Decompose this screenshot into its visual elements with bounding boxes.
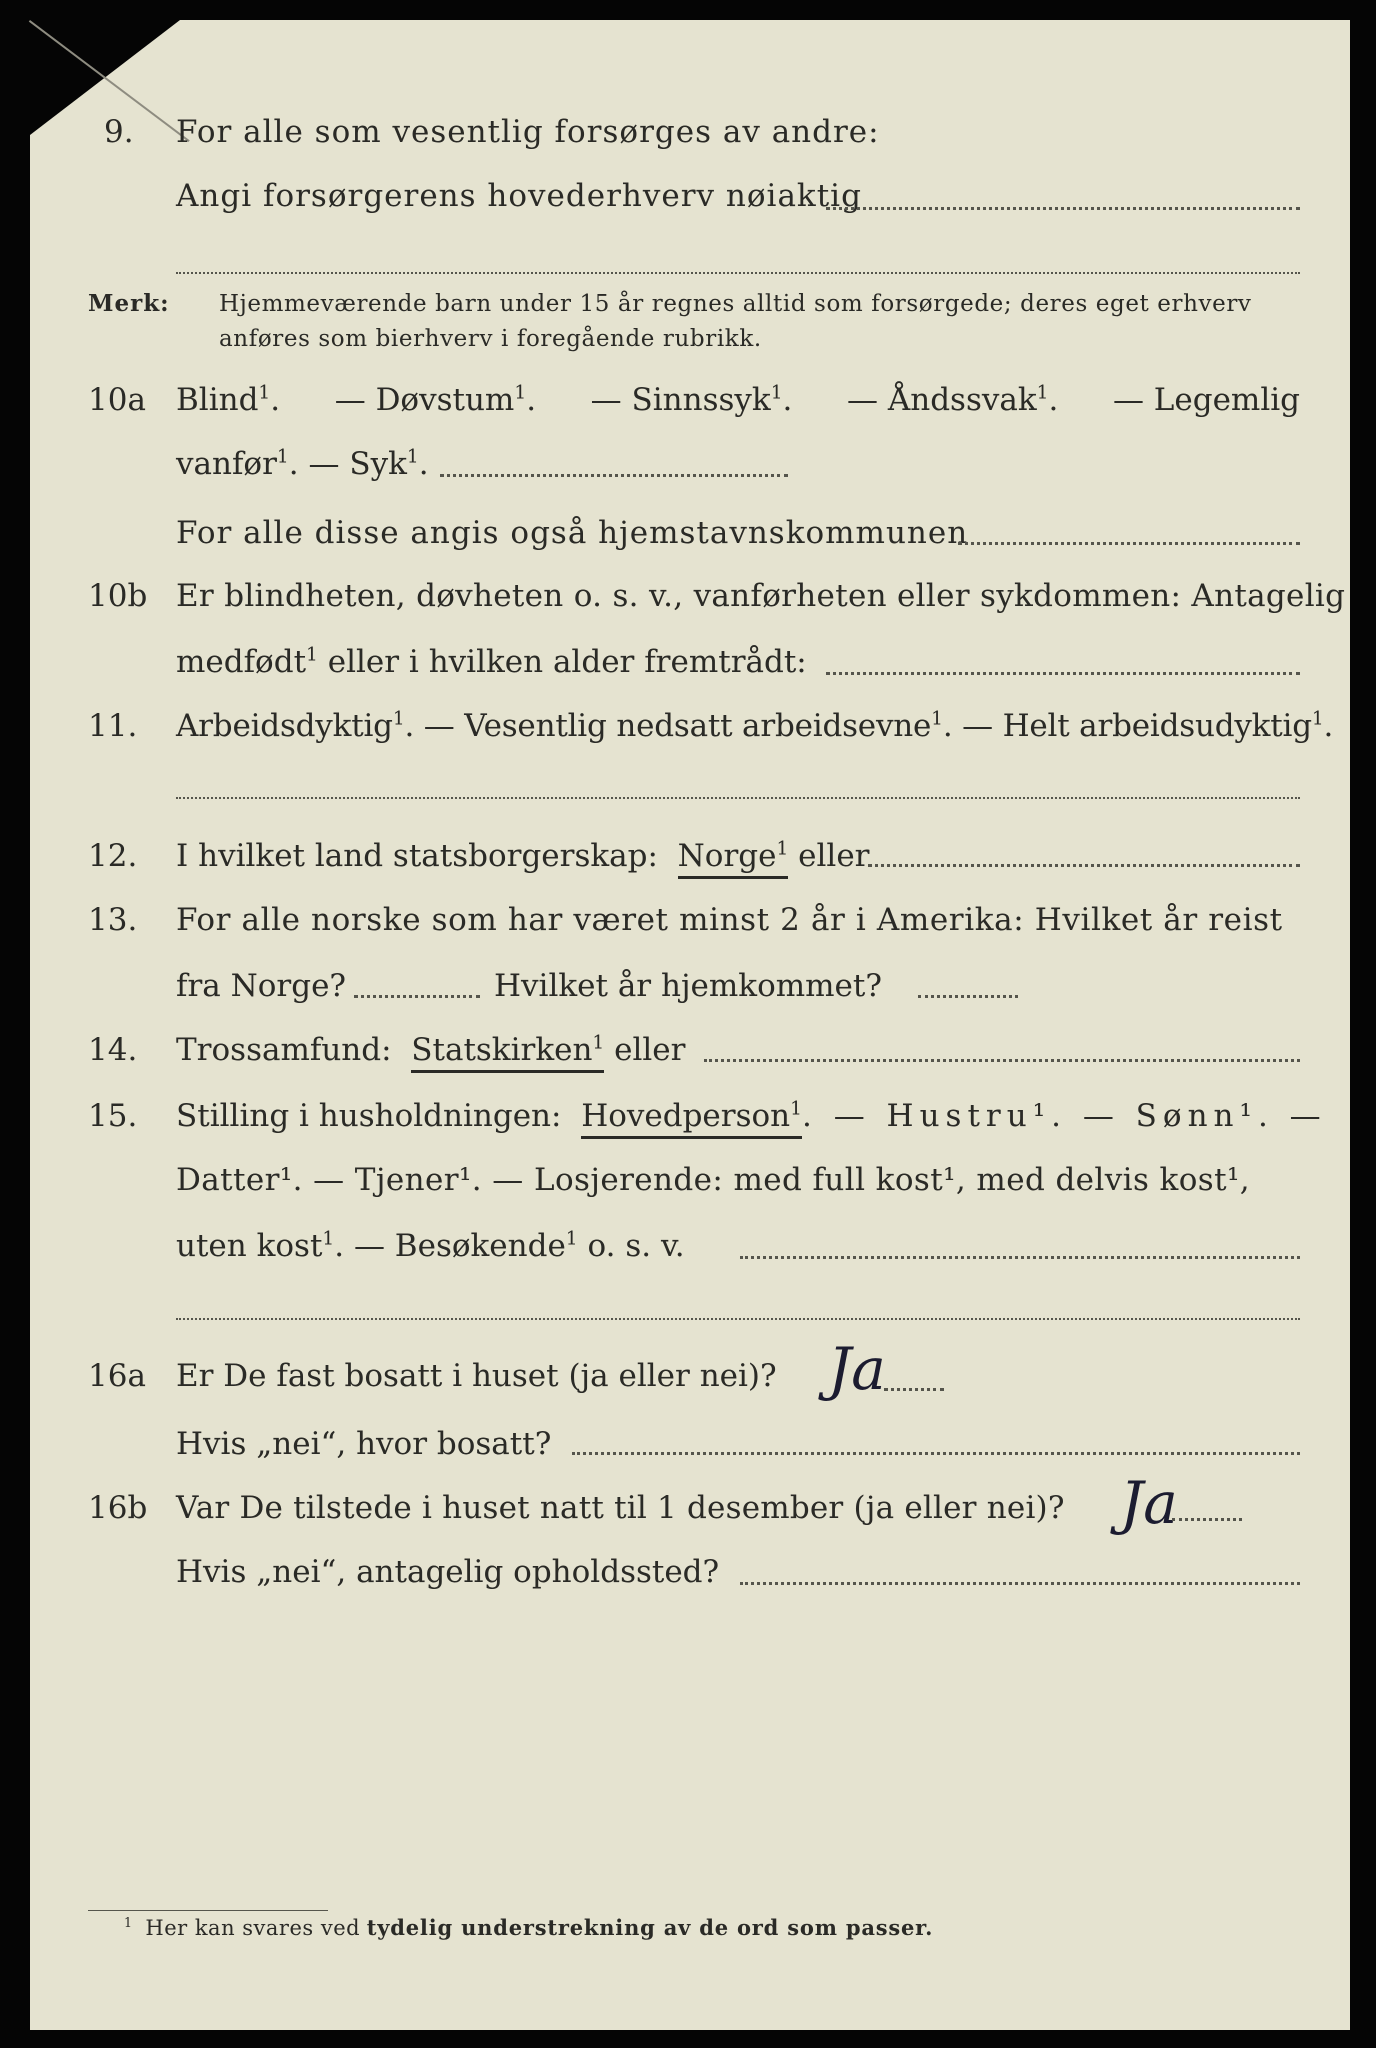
q10a-syk-line[interactable] [440, 474, 788, 477]
q11-answer-line[interactable] [176, 797, 1300, 799]
q16b-handwritten-answer[interactable]: Ja [1120, 1469, 1178, 1537]
q16a-answer-line[interactable] [884, 1388, 944, 1391]
question-number: 10a [88, 382, 146, 418]
footnote: $^1$ Her kan svares ved tydelig understrekning av de ord som passer. [124, 1915, 934, 1940]
q9-answer-line-2[interactable] [176, 272, 1300, 274]
q9-line2: Angi forsørgerens hovederhverv nøiaktig [176, 178, 862, 214]
q10b-line1: Er blindheten, døvheten o. s. v., vanførheten eller sykdommen: Antagelig [176, 578, 1346, 614]
q13-hjemkommet-line[interactable] [918, 995, 1018, 998]
option-sinnssyk[interactable]: — Sinnssyk$^1$. [590, 382, 793, 418]
q13-line2b: Hvilket år hjemkommet? [494, 968, 882, 1004]
question-number: 14. [88, 1032, 138, 1068]
q10a-line1 [176, 380, 1300, 420]
q12-line: I hvilket land statsborgerskap: Norge$^1$ eller [176, 836, 870, 876]
q13-line2a: fra Norge? [176, 968, 347, 1004]
q14-answer-line[interactable] [704, 1059, 1300, 1062]
q12-selected-norge[interactable]: Norge$^1$ [678, 838, 789, 879]
q16b-line1: Var De tilstede i huset natt til 1 desember (ja eller nei)? [176, 1490, 1065, 1526]
q16a-handwritten-answer[interactable]: Ja [828, 1335, 886, 1403]
q16b-opholdssted-line[interactable] [740, 1582, 1300, 1585]
q16b-answer-line[interactable] [1172, 1518, 1242, 1521]
merk-line2: anføres som bierhverv i foregående rubrikk. [219, 326, 762, 352]
q15-line2: Datter¹. — Tjener¹. — Losjerende: med full kost¹, med delvis kost¹, [176, 1162, 1251, 1198]
q9-line1: For alle som vesentlig forsørges av andre: [176, 114, 880, 150]
q16b-line2: Hvis „nei“, antagelig opholdssted? [176, 1554, 720, 1590]
q10a-line2: vanfør$^1$. — Syk$^1$. [176, 446, 429, 482]
question-number: 13. [88, 902, 138, 938]
merk-line1: Hjemmeværende barn under 15 år regnes alltid som forsørgede; deres eget erhverv [219, 291, 1252, 317]
question-number: 11. [88, 708, 138, 744]
census-form-sheet [30, 20, 1350, 2030]
question-number: 12. [88, 838, 138, 874]
q10a-hjemstavn-line[interactable] [958, 542, 1300, 545]
q10b-answer-line[interactable] [826, 672, 1300, 675]
question-number: 9. [104, 114, 134, 150]
q15-line3: uten kost$^1$. — Besøkende$^1$ o. s. v. [176, 1228, 685, 1264]
q16a-bosatt-line[interactable] [572, 1452, 1300, 1455]
q14-selected-statskirken[interactable]: Statskirken$^1$ [411, 1032, 604, 1073]
merk-label: Merk: [88, 290, 170, 317]
question-number: 10b [88, 578, 148, 614]
q16a-line2: Hvis „nei“, hvor bosatt? [176, 1426, 552, 1462]
q9-answer-line[interactable] [826, 207, 1300, 210]
q15-answer-line[interactable] [740, 1256, 1300, 1259]
question-number: 16b [88, 1490, 148, 1526]
question-number: 16a [88, 1358, 146, 1394]
option-andssvak[interactable]: — Åndssvak$^1$. [847, 382, 1059, 418]
option-blind[interactable]: Blind$^1$. [176, 382, 281, 418]
q10a-line3: For alle disse angis også hjemstavnskommunen [176, 515, 969, 551]
option-dovstum[interactable]: — Døvstum$^1$. [334, 382, 537, 418]
question-number: 15. [88, 1098, 138, 1134]
q16a-line1: Er De fast bosatt i huset (ja eller nei)? [176, 1358, 777, 1394]
q13-reist-line[interactable] [354, 995, 480, 998]
q13-line1: For alle norske som har været minst 2 år i Amerika: Hvilket år reist [176, 902, 1283, 938]
q14-line: Trossamfund: Statskirken$^1$ eller [176, 1030, 685, 1070]
option-legemlig[interactable]: — Legemlig [1112, 382, 1300, 418]
q15-line1: Stilling i husholdningen: Hovedperson$^1$. — Hustru¹. — Sønn¹. — [176, 1096, 1327, 1136]
q11-line: Arbeidsdyktig$^1$. — Vesentlig nedsatt arbeidsevne$^1$. — Helt arbeidsudyktig$^1$. [176, 708, 1334, 744]
q15-selected-hovedperson[interactable]: Hovedperson$^1$ [581, 1098, 802, 1139]
q10b-line2: medfødt$^1$ eller i hvilken alder fremtrådt: [176, 644, 807, 680]
q12-answer-line[interactable] [868, 864, 1300, 867]
q15-answer-line-2[interactable] [176, 1318, 1300, 1320]
footnote-rule [88, 1910, 328, 1911]
